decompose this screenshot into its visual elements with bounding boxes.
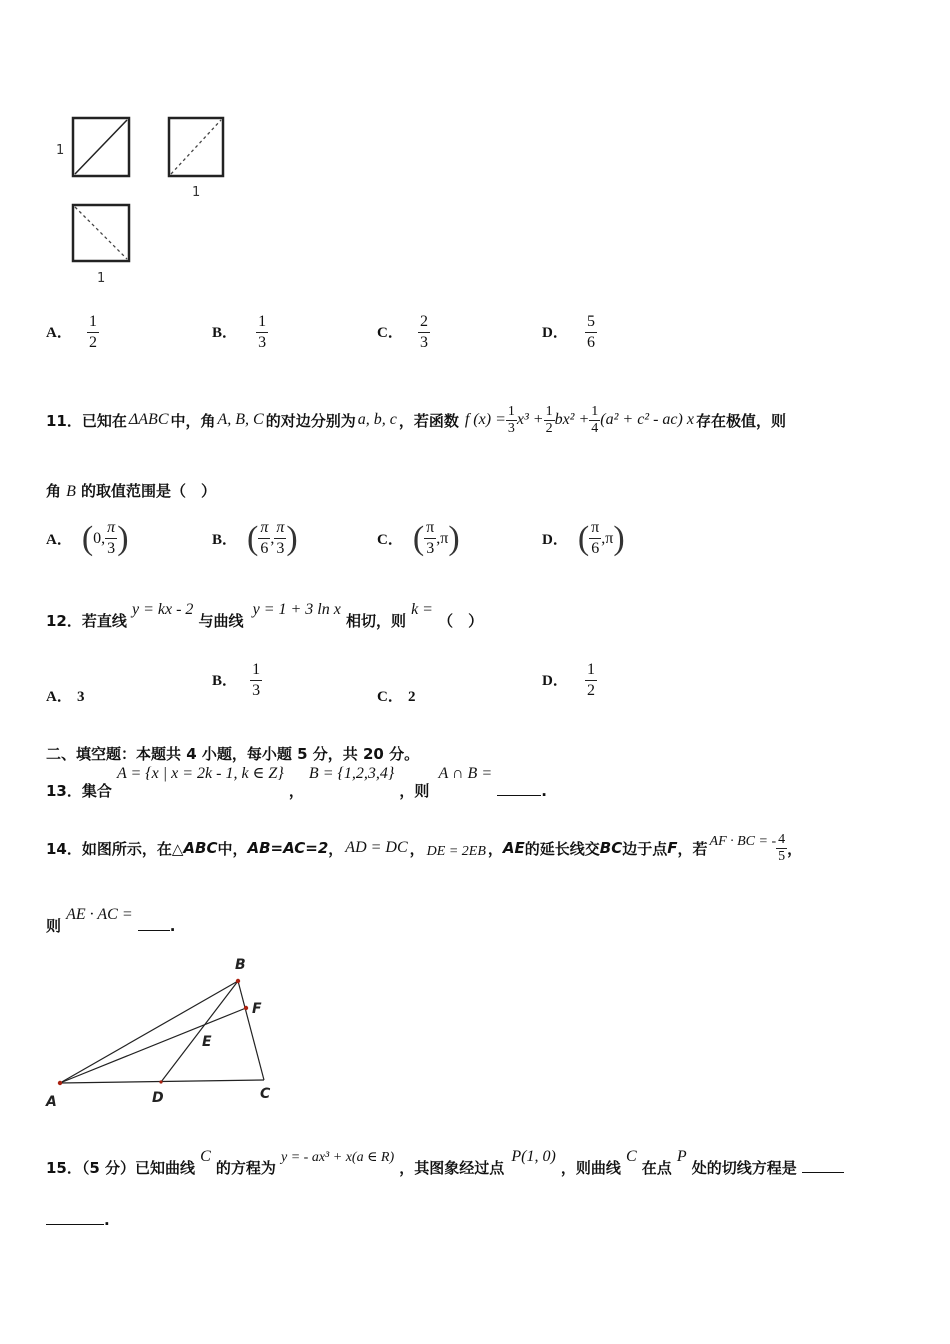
right-paren: ) <box>286 519 298 557</box>
q11-option-b <box>212 518 298 559</box>
q10-option-a <box>46 312 99 353</box>
label-e: E <box>202 1034 212 1050</box>
q11-term-1: x³ + <box>516 411 544 428</box>
square-2-label: 1 <box>192 185 201 200</box>
segment-db <box>161 981 238 1082</box>
q12-option-b-letter: B． <box>212 673 238 689</box>
segment-ab <box>60 981 238 1083</box>
fraction-numerator: π <box>258 518 270 539</box>
fraction-numerator: 2 <box>418 312 430 333</box>
q11-option-d-letter: D． <box>542 532 568 548</box>
left-paren: ( <box>81 519 94 557</box>
fraction-denominator: 3 <box>258 334 267 351</box>
q12-text-b: 相切，则 <box>345 612 406 630</box>
fraction-numerator: π <box>274 518 286 539</box>
q12-text-a: 与曲线 <box>198 612 244 630</box>
q11-frac-3 <box>589 404 600 437</box>
q11-term-2: bx² + <box>554 411 590 428</box>
q11-option-d <box>542 518 625 559</box>
q12-option-d <box>542 660 597 701</box>
q14-blank[interactable] <box>138 930 170 931</box>
q12-line-eq: y = kx - 2 <box>131 601 194 618</box>
q11-line-2 <box>46 480 216 501</box>
q14-text-h: ， <box>787 839 803 858</box>
q14-f: F <box>667 839 678 857</box>
q14-text-a: 中， <box>217 839 248 858</box>
q14-line-1 <box>46 826 802 870</box>
q14-line2-a: 则 <box>46 917 62 935</box>
fraction-numerator: 1 <box>545 403 553 419</box>
q15-c: C <box>200 1148 211 1165</box>
q12-option-b-fraction <box>250 660 262 701</box>
q11-option-c <box>377 518 460 559</box>
q11-option-b-fraction-1 <box>258 518 270 559</box>
point-a <box>58 1081 62 1085</box>
q11-line-1 <box>46 395 786 445</box>
squares-figure <box>40 105 260 295</box>
fraction-denominator: 3 <box>252 682 261 699</box>
q15-line-1 <box>46 1145 844 1179</box>
left-paren: ( <box>577 519 590 557</box>
fraction-numerator: π <box>105 518 117 539</box>
fraction-denominator: 3 <box>107 540 116 557</box>
q11-text-d: 存在极值，则 <box>695 411 786 430</box>
q14-bc: BC <box>599 839 623 857</box>
q11-option-b-letter: B． <box>212 532 238 548</box>
label-b: B <box>235 957 246 973</box>
fraction-numerator: 1 <box>256 312 268 333</box>
left-paren: ( <box>247 519 259 557</box>
q14-text-d: ， <box>487 839 503 858</box>
q11-term-3: (a² + c² - ac) x <box>600 411 694 428</box>
q11-option-c-fraction <box>424 518 436 559</box>
q13-set-b: B = {1,2,3,4} <box>308 765 395 782</box>
q14-text-e: 的延长线交 <box>524 839 600 858</box>
q10-option-a-fraction <box>87 312 99 353</box>
q13-line <box>46 762 547 800</box>
left-paren: ( <box>412 519 425 557</box>
q13-text-a: ，则 <box>399 782 430 800</box>
section-2-heading: 二、填空题：本题共 4 小题，每小题 5 分，共 20 分。 <box>46 745 420 763</box>
q10-option-d-fraction <box>585 312 597 353</box>
q11-text-b: 的对边分别为 <box>265 411 356 430</box>
segment-af <box>60 1008 246 1083</box>
fraction-numerator: 1 <box>87 312 99 333</box>
q12-option-a-value: 3 <box>76 689 85 705</box>
q12-option-d-letter: D． <box>542 673 568 689</box>
triangle-figure <box>40 950 290 1115</box>
q11-frac-2 <box>544 404 555 437</box>
q11-option-b-comma: , <box>270 529 275 547</box>
q15-text-e: 处的切线方程是 <box>691 1159 797 1177</box>
fraction-denominator: 2 <box>88 334 97 351</box>
q12-curve-eq: y = 1 + 3 ln x <box>252 601 341 618</box>
fraction-numerator: 1 <box>585 660 597 681</box>
point-b <box>236 979 240 983</box>
right-paren: ) <box>117 519 129 557</box>
fraction-denominator: 3 <box>419 334 428 351</box>
square-3-label: 1 <box>97 271 106 286</box>
q10-option-b-letter: B． <box>212 325 238 341</box>
fraction-numerator: 5 <box>585 312 597 333</box>
q10-option-a-letter: A． <box>46 325 72 341</box>
fraction-numerator: 1 <box>507 403 515 419</box>
q14-line2-end: . <box>169 917 176 935</box>
q14-ad: AD = DC <box>345 839 408 856</box>
q15-end: . <box>104 1211 110 1229</box>
q14-line2-expr: AE · AC = <box>66 906 133 923</box>
q11-option-d-fraction <box>589 518 601 559</box>
q13-set-a: A = {x | x = 2k - 1, k ∈ Z} <box>116 765 284 782</box>
q11-option-c-right: ,π <box>436 529 449 547</box>
q13-expr: A ∩ B = <box>438 765 493 782</box>
fraction-denominator: 2 <box>545 420 553 436</box>
fraction-denominator: 6 <box>591 540 600 557</box>
q13-comma: ， <box>288 782 304 800</box>
q11-option-c-letter: C． <box>377 532 403 548</box>
point-d <box>159 1080 162 1083</box>
q13-blank[interactable] <box>497 795 541 796</box>
fraction-numerator: 1 <box>591 403 599 419</box>
fraction-denominator: 2 <box>586 682 595 699</box>
fraction-numerator: 1 <box>250 660 262 681</box>
square-2-diagonal <box>171 120 221 174</box>
q11-number: 11．已知在 <box>46 411 127 430</box>
q11-triangle: ΔABC <box>128 411 169 428</box>
q10-option-c <box>377 312 430 353</box>
q15-blank-1[interactable] <box>802 1172 844 1173</box>
fraction-denominator: 4 <box>591 420 599 436</box>
square-1-diagonal <box>75 120 127 174</box>
label-d: D <box>152 1090 164 1106</box>
q14-text-b: ， <box>328 839 344 858</box>
q15-text-b: ，其图象经过点 <box>399 1159 505 1177</box>
square-3-diagonal <box>75 207 127 259</box>
q15-text-a: 的方程为 <box>215 1159 276 1177</box>
q15-p: P(1, 0) <box>511 1148 556 1165</box>
q11-line2-a: 角 <box>46 482 62 500</box>
q12-line <box>46 598 483 630</box>
q14-ae: AE <box>502 839 525 857</box>
fraction-denominator: 3 <box>276 540 285 557</box>
q14-text-c: ， <box>409 839 425 858</box>
q10-option-c-fraction <box>418 312 430 353</box>
fraction-numerator: π <box>424 518 436 539</box>
q12-k: k = <box>411 601 433 618</box>
q11-sides: a, b, c <box>357 411 397 428</box>
fraction-denominator: 3 <box>426 540 435 557</box>
label-a: A <box>46 1094 57 1110</box>
q15-blank-2[interactable] <box>46 1224 104 1225</box>
fraction-denominator: 3 <box>507 420 515 436</box>
q11-option-b-fraction-2 <box>274 518 286 559</box>
q13-number: 13．集合 <box>46 782 112 800</box>
q11-angles: A, B, C <box>217 411 264 428</box>
q11-option-a-letter: A． <box>46 532 72 548</box>
q11-func-lhs: f (x) = <box>464 411 506 428</box>
q15-number: 15．（5 分）已知曲线 <box>46 1159 196 1177</box>
q12-option-a <box>46 685 84 706</box>
fraction-numerator: π <box>589 518 601 539</box>
q12-option-c-value: 2 <box>407 689 416 705</box>
q14-text-g: ，若 <box>677 839 708 858</box>
q11-option-a-fraction <box>105 518 117 559</box>
q14-dot: AF · BC = - <box>709 834 777 849</box>
q13-end: . <box>541 782 547 800</box>
q15-c2: C <box>626 1148 637 1165</box>
fraction-numerator: 4 <box>778 831 786 847</box>
q15-text-d: 在点 <box>641 1159 672 1177</box>
q14-de: DE = 2EB <box>426 844 486 859</box>
q15-text-c: ，则曲线 <box>560 1159 621 1177</box>
q11-line2-b: 的取值范围是（ ） <box>80 482 216 500</box>
q12-option-b <box>212 660 262 701</box>
right-paren: ) <box>448 519 460 557</box>
q11-text-a: 中，角 <box>170 411 216 430</box>
q11-option-a-left: 0, <box>93 529 106 547</box>
q12-option-c <box>377 685 415 706</box>
right-paren: ) <box>613 519 625 557</box>
q11-option-d-right: ,π <box>601 529 614 547</box>
q15-line-2 <box>46 1210 110 1229</box>
q10-option-c-letter: C． <box>377 325 403 341</box>
q11-option-a <box>46 518 129 559</box>
q15-p2: P <box>676 1148 687 1165</box>
q14-cond: AB=AC=2 <box>247 839 329 857</box>
q10-option-b <box>212 312 268 353</box>
q11-frac-1 <box>506 404 517 437</box>
fraction-denominator: 6 <box>260 540 269 557</box>
q14-line-2 <box>46 903 175 935</box>
point-f <box>244 1006 248 1010</box>
q15-eq: y = - ax³ + x(a ∈ R) <box>281 1150 395 1165</box>
label-c: C <box>260 1086 271 1102</box>
label-f: F <box>252 1001 262 1017</box>
q10-option-d <box>542 312 597 353</box>
q12-option-d-fraction <box>585 660 597 701</box>
q10-option-d-letter: D． <box>542 325 568 341</box>
square-1-label: 1 <box>56 143 65 158</box>
q12-option-c-letter: C． <box>377 689 403 705</box>
q12-number: 12．若直线 <box>46 612 127 630</box>
q14-fraction <box>776 832 787 865</box>
fraction-denominator: 6 <box>586 334 595 351</box>
q14-number: 14．如图所示，在△ <box>46 839 184 858</box>
q11-text-c: ，若函数 <box>398 411 459 430</box>
fraction-denominator: 5 <box>778 848 786 864</box>
q12-text-c: （ ） <box>438 612 484 630</box>
q14-abc: ABC <box>183 839 218 857</box>
q14-text-f: 边于点 <box>622 839 668 858</box>
segment-bc <box>238 981 264 1080</box>
q12-option-a-letter: A． <box>46 689 72 705</box>
q10-option-b-fraction <box>256 312 268 353</box>
q11-line2-var: B <box>66 483 76 500</box>
